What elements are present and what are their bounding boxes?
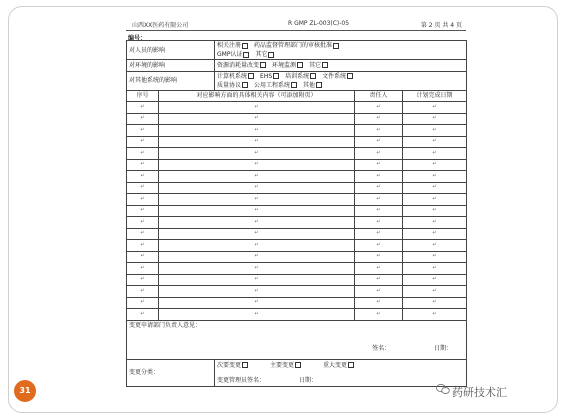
blank-cell[interactable]: ↵ [403, 240, 467, 252]
blank-row [127, 297, 467, 309]
blank-cell[interactable]: ↵ [127, 159, 159, 171]
col-header-date: 计划完成日期 [403, 90, 467, 102]
blank-cell[interactable]: ↵ [127, 274, 159, 286]
blank-cell[interactable]: ↵ [403, 263, 467, 275]
blank-cell[interactable]: ↵ [403, 182, 467, 194]
company-name: 山西XX医药有限公司 [132, 22, 189, 29]
checkbox-icon[interactable] [248, 73, 254, 79]
blank-cell[interactable]: ↵ [403, 274, 467, 286]
blank-cell[interactable]: ↵ [355, 309, 403, 321]
impact-label: 对环境的影响 [127, 60, 215, 72]
impact-option-label: 公用工程系统 [254, 81, 291, 89]
blank-cell[interactable]: ↵ [127, 251, 159, 263]
blank-cell[interactable]: ↵ [403, 286, 467, 298]
blank-cell[interactable]: ↵ [127, 125, 159, 137]
blank-cell[interactable]: ↵ [127, 148, 159, 160]
impact-option-label: 培训系统 [285, 72, 310, 80]
impact-option-label: 资源消耗量改变 [217, 61, 260, 69]
blank-cell[interactable]: ↵ [127, 263, 159, 275]
blank-cell[interactable]: ↵ [355, 286, 403, 298]
blank-cell[interactable]: ↵ [159, 274, 355, 286]
classification-cell [215, 359, 467, 386]
blank-cell[interactable]: ↵ [355, 263, 403, 275]
blank-cell[interactable]: ↵ [127, 228, 159, 240]
impact-option-label: 文件系统 [322, 72, 347, 80]
blank-cell[interactable]: ↵ [355, 125, 403, 137]
blank-cell[interactable]: ↵ [355, 194, 403, 206]
checkbox-icon[interactable] [242, 362, 248, 368]
classification-option-label: 重大变更 [323, 361, 348, 369]
manager-sign-label: 变更管理员签名： [217, 376, 266, 384]
blank-cell[interactable]: ↵ [159, 263, 355, 275]
blank-cell[interactable]: ↵ [403, 217, 467, 229]
blank-cell[interactable]: ↵ [355, 136, 403, 148]
blank-cell[interactable]: ↵ [127, 171, 159, 183]
impact-option-label: 计算机系统 [217, 72, 248, 80]
classification-options [217, 361, 464, 370]
blank-cell[interactable]: ↵ [159, 217, 355, 229]
blank-cell[interactable]: ↵ [355, 171, 403, 183]
checkbox-icon[interactable] [322, 62, 328, 68]
blank-cell[interactable]: ↵ [159, 182, 355, 194]
blank-row [127, 125, 467, 137]
blank-cell[interactable]: ↵ [127, 286, 159, 298]
blank-cell[interactable]: ↵ [355, 274, 403, 286]
blank-cell[interactable]: ↵ [355, 113, 403, 125]
checkbox-icon[interactable] [260, 62, 266, 68]
blank-cell[interactable]: ↵ [355, 297, 403, 309]
blank-cell[interactable]: ↵ [159, 251, 355, 263]
blank-row [127, 136, 467, 148]
document-header [126, 18, 466, 31]
blank-cell[interactable]: ↵ [127, 309, 159, 321]
blank-cell[interactable]: ↵ [159, 113, 355, 125]
blank-cell[interactable]: ↵ [403, 148, 467, 160]
impact-options [215, 41, 467, 60]
checkbox-icon[interactable] [268, 52, 274, 58]
blank-cell[interactable]: ↵ [159, 240, 355, 252]
impact-option[interactable] [254, 41, 339, 50]
blank-cell[interactable]: ↵ [355, 251, 403, 263]
checkbox-icon[interactable] [273, 73, 279, 79]
blank-cell[interactable]: ↵ [355, 217, 403, 229]
manager-date-label: 日期： [298, 376, 317, 384]
impact-option[interactable] [309, 61, 328, 70]
checkbox-icon[interactable] [243, 52, 249, 58]
blank-row [127, 182, 467, 194]
blank-cell[interactable]: ↵ [127, 194, 159, 206]
blank-cell[interactable]: ↵ [403, 113, 467, 125]
blank-cell[interactable]: ↵ [355, 148, 403, 160]
blank-cell[interactable]: ↵ [403, 125, 467, 137]
blank-row [127, 102, 467, 114]
impact-options [215, 71, 467, 90]
dept-opinion-row [127, 320, 467, 359]
checkbox-icon[interactable] [291, 82, 297, 88]
blank-cell[interactable]: ↵ [159, 125, 355, 137]
blank-cell[interactable]: ↵ [355, 205, 403, 217]
blank-cell[interactable]: ↵ [127, 113, 159, 125]
blank-cell[interactable]: ↵ [159, 205, 355, 217]
checkbox-icon[interactable] [295, 362, 301, 368]
impact-option-label: GMP认证 [217, 51, 243, 58]
checkbox-icon[interactable] [348, 362, 354, 368]
blank-row [127, 113, 467, 125]
impact-option[interactable] [254, 81, 297, 90]
blank-row [127, 194, 467, 206]
checkbox-icon[interactable] [347, 73, 353, 79]
blank-row [127, 274, 467, 286]
watermark-text: 药研技术汇 [452, 386, 507, 399]
checkbox-icon[interactable] [310, 73, 316, 79]
blank-row [127, 251, 467, 263]
blank-cell[interactable]: ↵ [403, 297, 467, 309]
blank-cell[interactable]: ↵ [159, 148, 355, 160]
blank-cell[interactable]: ↵ [403, 159, 467, 171]
document-page [118, 14, 468, 392]
impact-row [127, 71, 467, 90]
checkbox-icon[interactable] [242, 43, 248, 49]
impact-option[interactable] [285, 72, 316, 81]
impact-option-label: 药品监督管理部门的审核批准 [254, 42, 333, 49]
blank-cell[interactable]: ↵ [159, 286, 355, 298]
blank-cell[interactable]: ↵ [403, 102, 467, 114]
slide-number-badge: 31 [14, 380, 36, 402]
impact-option-label: 质量协议 [217, 81, 242, 89]
blank-cell[interactable]: ↵ [127, 217, 159, 229]
checkbox-icon[interactable] [242, 82, 248, 88]
blank-row [127, 171, 467, 183]
impact-option-label: 相关注册 [217, 42, 242, 49]
blank-row [127, 228, 467, 240]
blank-cell[interactable]: ↵ [355, 228, 403, 240]
blank-row [127, 286, 467, 298]
blank-cell[interactable]: ↵ [403, 194, 467, 206]
impact-label: 对其他系统的影响 [127, 71, 215, 90]
blank-cell[interactable]: ↵ [127, 205, 159, 217]
dept-sign-label: 签名： [372, 344, 391, 352]
blank-cell[interactable]: ↵ [355, 182, 403, 194]
blank-cell[interactable]: ↵ [403, 205, 467, 217]
blank-cell[interactable]: ↵ [127, 297, 159, 309]
checkbox-icon[interactable] [297, 62, 303, 68]
blank-row [127, 159, 467, 171]
blank-cell[interactable]: ↵ [403, 251, 467, 263]
blank-row [127, 217, 467, 229]
blank-cell[interactable]: ↵ [355, 240, 403, 252]
impact-option-label: 其他 [303, 81, 316, 89]
classification-option[interactable] [270, 361, 301, 370]
blank-row [127, 240, 467, 252]
blank-cell[interactable]: ↵ [159, 228, 355, 240]
serial-number-label: 编号： [128, 35, 147, 42]
impact-option-label: EHS [260, 72, 273, 80]
blank-cell[interactable]: ↵ [403, 309, 467, 321]
impact-row [127, 60, 467, 72]
col-header-no: 序号 [127, 90, 159, 102]
dept-opinion-cell [127, 320, 467, 359]
impact-option[interactable] [303, 81, 322, 90]
impact-option[interactable] [260, 72, 279, 81]
blank-row [127, 263, 467, 275]
blank-cell[interactable]: ↵ [159, 194, 355, 206]
impact-option[interactable] [322, 72, 353, 81]
document-code: R GMP ZL-003(C)-05 [288, 20, 350, 27]
blank-cell[interactable]: ↵ [403, 171, 467, 183]
impact-row [127, 41, 467, 60]
dept-sign-line [129, 344, 464, 353]
change-form-table [126, 40, 467, 387]
blank-cell[interactable]: ↵ [127, 182, 159, 194]
dept-opinion-label: 变更申请部门负责人意见： [129, 321, 202, 329]
impact-option[interactable] [255, 50, 274, 59]
classification-row [127, 359, 467, 386]
impact-option[interactable] [217, 50, 249, 59]
page-indicator: 第 2 页 共 4 页 [420, 22, 462, 29]
blank-cell[interactable]: ↵ [159, 159, 355, 171]
blank-cell[interactable]: ↵ [159, 136, 355, 148]
blank-row [127, 205, 467, 217]
blank-cell[interactable]: ↵ [127, 102, 159, 114]
classification-option-label: 次要变更 [217, 361, 242, 369]
impact-option-label: 环境监测 [272, 61, 297, 69]
classification-option-label: 主要变更 [270, 361, 295, 369]
col-header-content: 对应影响方面的具体相关内容（可添加附页） [159, 90, 355, 102]
blank-cell[interactable]: ↵ [403, 136, 467, 148]
blank-cell[interactable]: ↵ [127, 136, 159, 148]
blank-cell[interactable]: ↵ [355, 102, 403, 114]
impact-option[interactable] [217, 61, 266, 70]
impact-option-label: 其它 [255, 51, 268, 58]
blank-cell[interactable]: ↵ [127, 240, 159, 252]
impact-option[interactable] [217, 72, 254, 81]
blank-cell[interactable]: ↵ [403, 228, 467, 240]
blank-cell[interactable]: ↵ [159, 309, 355, 321]
blank-cell[interactable]: ↵ [355, 159, 403, 171]
classification-label: 变更分类： [127, 359, 215, 386]
impact-option[interactable] [272, 61, 303, 70]
checkbox-icon[interactable] [316, 82, 322, 88]
wechat-icon [436, 383, 450, 395]
impact-option[interactable] [217, 81, 248, 90]
impact-option-label: 其它 [309, 61, 322, 69]
checkbox-icon[interactable] [333, 43, 339, 49]
blank-row [127, 309, 467, 321]
blank-cell[interactable]: ↵ [159, 171, 355, 183]
impact-option[interactable] [217, 41, 248, 50]
blank-cell[interactable]: ↵ [159, 102, 355, 114]
dept-date-label: 日期： [434, 344, 453, 352]
impact-label: 对人员的影响 [127, 41, 215, 60]
table-header-row [127, 90, 467, 102]
blank-cell[interactable]: ↵ [159, 297, 355, 309]
col-header-person: 责任人 [355, 90, 403, 102]
classification-option[interactable] [217, 361, 248, 370]
blank-row [127, 148, 467, 160]
classification-option[interactable] [323, 361, 354, 370]
impact-options [215, 60, 467, 72]
